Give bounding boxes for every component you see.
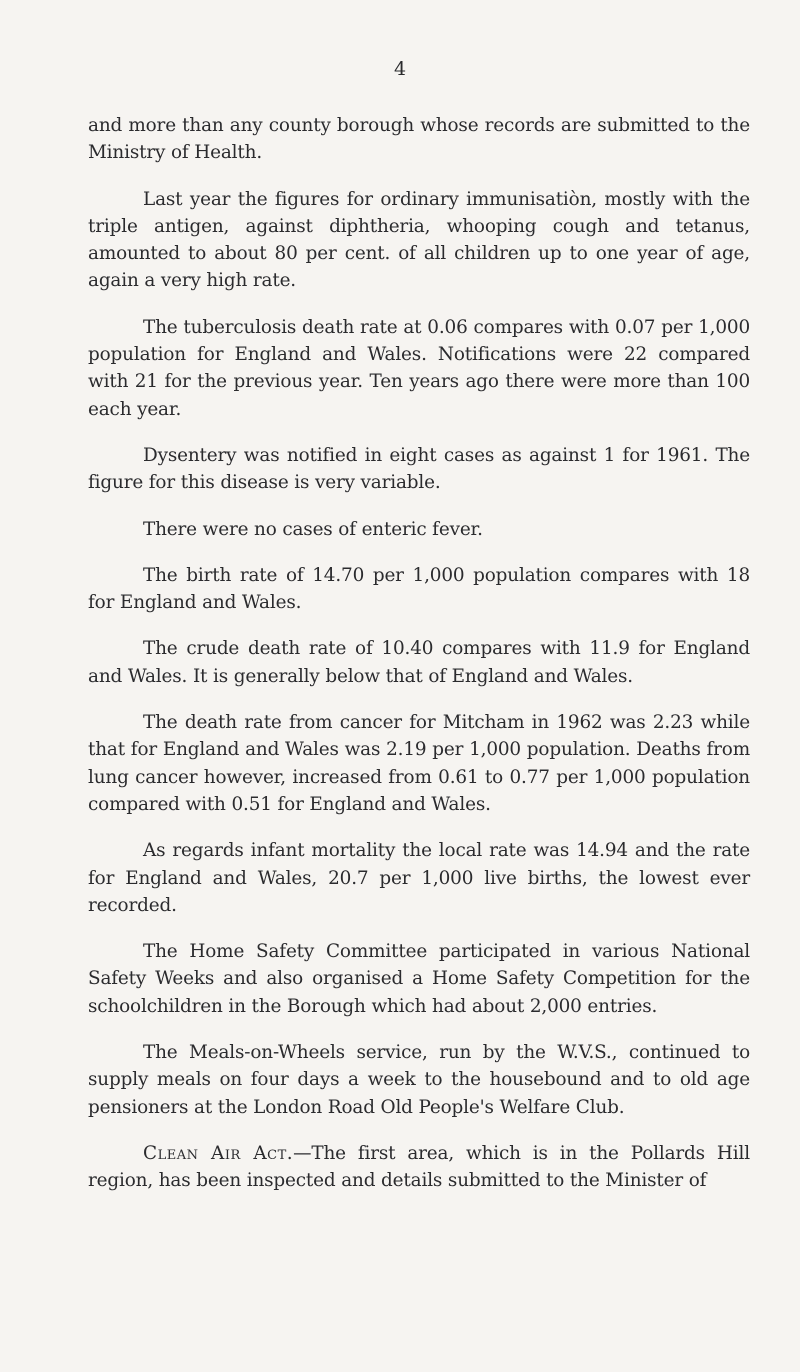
page-number: 4 [393,58,407,80]
paragraph-infant-mortality: As regards infant mortality the local rate was 14.94 and the rate for England and Wales, 20.7 per 1,000 live births, the lowest ever recorded. [88,840,750,916]
paragraph-enteric-fever: There were no cases of enteric fever. [143,518,483,540]
body-text [88,112,750,1214]
clean-air-act-text: —The first area, which is in the Pollards Hill region, has been inspected and details submitted to the Minister of [88,1142,750,1192]
paragraph-clean-air-act [88,1140,750,1195]
paragraph-immunisation: Last year the figures for ordinary immunisatiòn, mostly with the triple antigen, against diphtheria, whooping cough and tetanus, amounted to about 80 per cent. of all children up to one year of age, again a very high rate. [88,188,750,292]
paragraph-tuberculosis: The tuberculosis death rate at 0.06 compares with 0.07 per 1,000 population for England and Wales. Notifications were 22 compared with 21 for the previous year. Ten years ago there were more than 100 each year. [88,316,750,420]
clean-air-act-heading: Clean Air Act. [143,1142,294,1164]
paragraph-cancer-death-rate: The death rate from cancer for Mitcham in 1962 was 2.23 while that for England and Wales was 2.19 per 1,000 population. Deaths from lung cancer however, increased from 0.61 to 0.77 per 1,000 population compared with 0.51 for England and Wales. [88,712,750,815]
paragraph-dysentery: Dysentery was notified in eight cases as against 1 for 1961. The figure for this disease is very variable. [88,444,750,494]
paragraph-continuation: and more than any county borough whose records are submitted to the Ministry of Health. [88,115,750,164]
paragraph-home-safety: The Home Safety Committee participated in various National Safety Weeks and also organised a Home Safety Competition for the schoolchildren in the Borough which had about 2,000 entries. [88,941,750,1017]
paragraph-crude-death-rate: The crude death rate of 10.40 compares with 11.9 for England and Wales. It is generally below that of England and Wales. [88,638,750,687]
paragraph-birth-rate: The birth rate of 14.70 per 1,000 population compares with 18 for England and Wales. [88,564,750,614]
paragraph-meals-on-wheels: The Meals-on-Wheels service, run by the W.V.S., continued to supply meals on four days a week to the housebound and to old age pensioners at the London Road Old People's Welfare Club. [88,1042,750,1118]
